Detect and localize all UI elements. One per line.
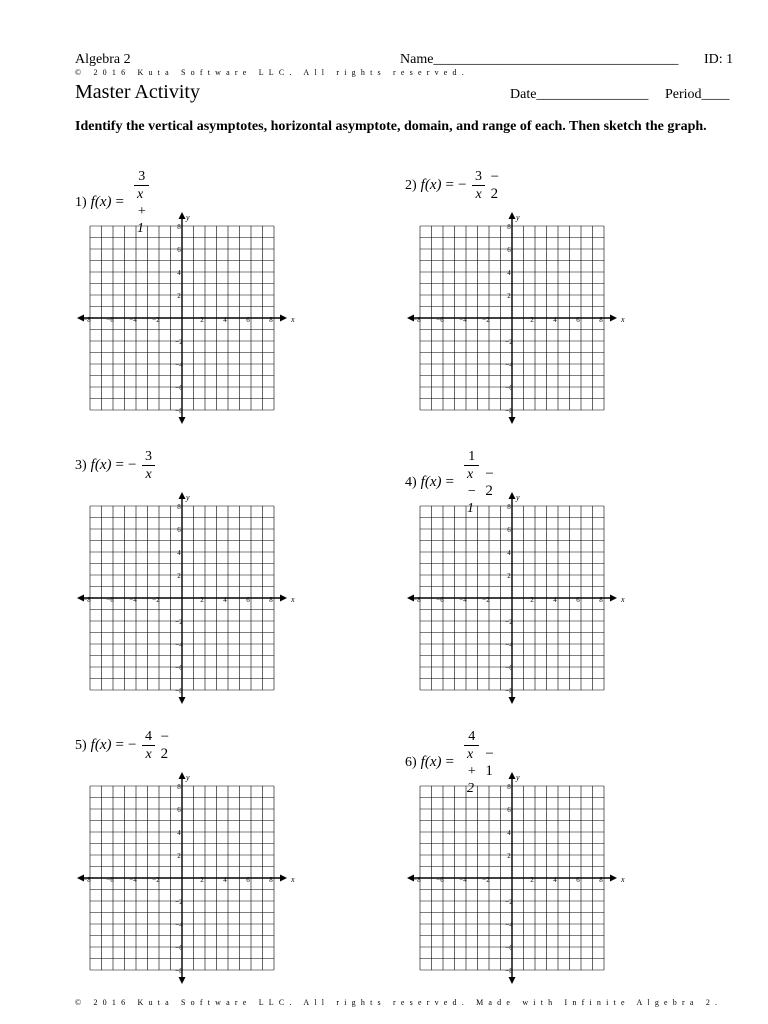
y-tick-label: −6 <box>505 944 513 952</box>
x-tick-label: −4 <box>129 596 137 604</box>
numerator: 4 <box>145 729 153 744</box>
y-tick-label: 2 <box>177 292 181 300</box>
x-axis-label: x <box>621 315 625 324</box>
coordinate-grid[interactable] <box>405 198 625 438</box>
x-tick-label: −6 <box>436 596 444 604</box>
equals-sign: = <box>445 177 454 193</box>
x-tick-label: −6 <box>106 596 114 604</box>
problem-number: 2) <box>405 177 417 193</box>
x-tick-label: −4 <box>129 316 137 324</box>
x-axis-label: x <box>291 595 295 604</box>
x-tick-label: 6 <box>576 596 580 604</box>
x-tick-label: 2 <box>200 876 204 884</box>
date-field[interactable]: Date________________ <box>510 87 649 102</box>
y-tick-label: 2 <box>507 572 511 580</box>
y-tick-label: −6 <box>175 664 183 672</box>
x-tick-label: −8 <box>83 316 91 324</box>
x-tick-label: 6 <box>246 316 250 324</box>
x-tick-label: −4 <box>459 876 467 884</box>
x-tick-label: 6 <box>246 876 250 884</box>
y-tick-label: 4 <box>177 829 181 837</box>
x-axis-label: x <box>291 875 295 884</box>
x-tick-label: 6 <box>576 316 580 324</box>
y-axis-up-arrow <box>179 212 186 219</box>
x-axis-right-arrow <box>280 315 287 322</box>
y-tick-label: −2 <box>175 898 183 906</box>
y-tick-label: 8 <box>507 783 511 791</box>
coordinate-grid[interactable] <box>75 478 295 718</box>
numerator: 3 <box>145 449 153 464</box>
y-tick-label: −6 <box>175 944 183 952</box>
y-tick-label: 2 <box>507 852 511 860</box>
x-tick-label: −6 <box>106 316 114 324</box>
y-tick-label: −6 <box>505 664 513 672</box>
x-tick-label: −8 <box>413 876 421 884</box>
y-tick-label: −8 <box>175 687 183 695</box>
x-axis-right-arrow <box>280 595 287 602</box>
trailing-term: − 2 <box>485 465 494 499</box>
y-axis-down-arrow <box>179 977 186 984</box>
trailing-term: − 2 <box>490 168 500 202</box>
x-tick-label: −8 <box>83 596 91 604</box>
x-tick-label: −8 <box>413 316 421 324</box>
period-field[interactable]: Period____ <box>665 87 730 102</box>
x-axis-right-arrow <box>610 875 617 882</box>
function-name: f(x) <box>420 474 442 490</box>
y-axis-up-arrow <box>179 492 186 499</box>
y-tick-label: 8 <box>177 783 181 791</box>
coordinate-grid[interactable] <box>405 758 625 998</box>
instructions: Identify the vertical asymptotes, horizontal asymptote, domain, and range of each. Then sketch the graph. <box>75 119 707 134</box>
numerator: 1 <box>468 449 476 464</box>
trailing-term: − 2 <box>160 728 170 762</box>
x-tick-label: −4 <box>459 316 467 324</box>
x-tick-label: 2 <box>530 316 534 324</box>
problem-number: 5) <box>75 737 87 753</box>
y-tick-label: 6 <box>177 526 181 534</box>
copyright-bottom: © 2016 Kuta Software LLC. All rights reserved. Made with Infinite Algebra 2. <box>75 998 723 1007</box>
coordinate-grid[interactable] <box>75 758 295 998</box>
page-title: Master Activity <box>75 81 200 103</box>
y-tick-label: 4 <box>507 549 511 557</box>
x-tick-label: 4 <box>223 596 227 604</box>
x-tick-label: −6 <box>106 876 114 884</box>
problem-number: 1) <box>75 194 87 210</box>
x-tick-label: −6 <box>436 876 444 884</box>
x-tick-label: 8 <box>599 596 603 604</box>
copyright-top: © 2016 Kuta Software LLC. All rights reserved. <box>75 68 469 77</box>
y-axis-up-arrow <box>509 772 516 779</box>
x-axis-label: x <box>621 595 625 604</box>
y-axis-label: y <box>186 493 190 502</box>
x-tick-label: −8 <box>83 876 91 884</box>
coordinate-grid[interactable] <box>75 198 295 438</box>
y-tick-label: −2 <box>175 618 183 626</box>
x-axis-right-arrow <box>610 315 617 322</box>
y-tick-label: 2 <box>177 852 181 860</box>
leading-sign: − <box>127 457 137 473</box>
y-axis-up-arrow <box>179 772 186 779</box>
x-tick-label: −2 <box>152 316 160 324</box>
y-tick-label: −6 <box>175 384 183 392</box>
y-tick-label: 6 <box>507 806 511 814</box>
y-tick-label: 6 <box>507 246 511 254</box>
x-tick-label: 2 <box>200 316 204 324</box>
y-tick-label: −2 <box>505 898 513 906</box>
y-tick-label: 8 <box>177 503 181 511</box>
x-tick-label: −6 <box>436 316 444 324</box>
equals-sign: = <box>445 754 454 770</box>
x-tick-label: −2 <box>482 596 490 604</box>
y-axis-down-arrow <box>509 417 516 424</box>
y-axis-label: y <box>516 213 520 222</box>
x-axis-label: x <box>621 875 625 884</box>
y-tick-label: −8 <box>505 687 513 695</box>
y-axis-label: y <box>186 773 190 782</box>
y-tick-label: −4 <box>505 641 513 649</box>
x-tick-label: −2 <box>152 596 160 604</box>
x-tick-label: 6 <box>246 596 250 604</box>
y-tick-label: −4 <box>175 361 183 369</box>
x-tick-label: 4 <box>223 876 227 884</box>
numerator: 4 <box>468 729 476 744</box>
y-axis-down-arrow <box>509 697 516 704</box>
y-tick-label: −2 <box>505 338 513 346</box>
y-tick-label: −6 <box>505 384 513 392</box>
problem-number: 3) <box>75 457 87 473</box>
y-tick-label: 6 <box>177 806 181 814</box>
y-axis-down-arrow <box>179 697 186 704</box>
y-tick-label: −8 <box>505 407 513 415</box>
y-tick-label: −4 <box>505 361 513 369</box>
y-tick-label: 6 <box>507 526 511 534</box>
leading-sign: − <box>457 177 467 193</box>
x-tick-label: −8 <box>413 596 421 604</box>
y-tick-label: −4 <box>175 641 183 649</box>
x-tick-label: 2 <box>530 596 534 604</box>
function-name: f(x) <box>420 754 442 770</box>
y-tick-label: −8 <box>175 407 183 415</box>
x-axis-right-arrow <box>280 875 287 882</box>
function-name: f(x) <box>90 737 112 753</box>
y-axis-down-arrow <box>509 977 516 984</box>
denominator: x <box>142 465 154 483</box>
y-axis-up-arrow <box>509 492 516 499</box>
y-tick-label: 2 <box>507 292 511 300</box>
problem-number: 6) <box>405 754 417 770</box>
x-tick-label: 4 <box>223 316 227 324</box>
equals-sign: = <box>115 457 124 473</box>
function-name: f(x) <box>420 177 442 193</box>
leading-sign: − <box>127 737 137 753</box>
x-tick-label: −2 <box>482 876 490 884</box>
y-tick-label: −8 <box>505 967 513 975</box>
x-axis-right-arrow <box>610 595 617 602</box>
y-axis-label: y <box>516 773 520 782</box>
y-axis-label: y <box>516 493 520 502</box>
problem-number: 4) <box>405 474 417 490</box>
y-tick-label: −2 <box>505 618 513 626</box>
y-tick-label: 4 <box>177 549 181 557</box>
x-tick-label: −2 <box>152 876 160 884</box>
x-tick-label: 4 <box>553 876 557 884</box>
numerator: 3 <box>138 169 146 184</box>
y-tick-label: −2 <box>175 338 183 346</box>
y-axis-label: y <box>186 213 190 222</box>
x-tick-label: 6 <box>576 876 580 884</box>
function-name: f(x) <box>90 457 112 473</box>
y-tick-label: 2 <box>177 572 181 580</box>
y-tick-label: 8 <box>507 223 511 231</box>
x-tick-label: −2 <box>482 316 490 324</box>
x-tick-label: −4 <box>459 596 467 604</box>
x-tick-label: −4 <box>129 876 137 884</box>
y-axis-up-arrow <box>509 212 516 219</box>
x-tick-label: 2 <box>530 876 534 884</box>
worksheet-id: ID: 1 <box>704 52 734 67</box>
course-label: Algebra 2 <box>75 52 131 67</box>
equals-sign: = <box>115 737 124 753</box>
denominator: x <box>472 185 484 203</box>
y-tick-label: −4 <box>175 921 183 929</box>
y-tick-label: 4 <box>507 269 511 277</box>
denominator: x + 1 <box>134 185 149 237</box>
y-tick-label: 6 <box>177 246 181 254</box>
numerator: 3 <box>475 169 483 184</box>
y-axis-down-arrow <box>179 417 186 424</box>
y-tick-label: 8 <box>177 223 181 231</box>
x-tick-label: 2 <box>200 596 204 604</box>
denominator: x <box>142 745 154 763</box>
equals-sign: = <box>115 194 124 210</box>
equals-sign: = <box>445 474 454 490</box>
x-tick-label: 8 <box>269 596 273 604</box>
x-tick-label: 4 <box>553 316 557 324</box>
denominator: x + 2 <box>464 745 479 797</box>
y-tick-label: 4 <box>507 829 511 837</box>
x-tick-label: 8 <box>269 316 273 324</box>
coordinate-grid[interactable] <box>405 478 625 718</box>
x-axis-label: x <box>291 315 295 324</box>
x-tick-label: 8 <box>269 876 273 884</box>
x-tick-label: 8 <box>599 316 603 324</box>
x-tick-label: 4 <box>553 596 557 604</box>
x-tick-label: 8 <box>599 876 603 884</box>
y-tick-label: −8 <box>175 967 183 975</box>
y-tick-label: 4 <box>177 269 181 277</box>
trailing-term: − 1 <box>485 745 494 779</box>
y-tick-label: −4 <box>505 921 513 929</box>
y-tick-label: 8 <box>507 503 511 511</box>
denominator: x − 1 <box>464 465 479 517</box>
function-name: f(x) <box>90 194 112 210</box>
name-field[interactable]: Name___________________________________ <box>400 52 679 67</box>
